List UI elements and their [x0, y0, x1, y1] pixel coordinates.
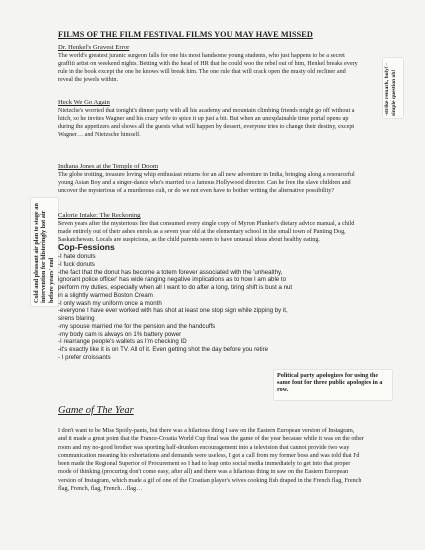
sticky-note-right: -strike remark, holy! -simple question oh!: [383, 58, 403, 118]
page-title: FILMS OF THE FILM FESTIVAL FILMS YOU MAY HAVE MISSED: [58, 30, 313, 39]
film-description: Seven years after the mysterious fire that consumed every single copy of Myron Plunker's dietary advice manual, a child made entirely out of their ashes enrols as a seven year old at the elementary school in the small town of Panting Dog, Saskatchewan. Locals are suspicious, as the child parents seem to have unusual ideas about healthy eating.: [58, 221, 355, 244]
copfession-line: -I hate donuts: [58, 253, 96, 260]
film-entry: [58, 99, 358, 139]
film-title: Indiana Jones at the Temple of Doom: [58, 163, 159, 170]
copfession-line: -I rearrange people's wallets as I'm checking ID: [58, 338, 187, 346]
copfession-line: in a slightly warmed Boston Cream: [58, 291, 153, 299]
copfession-line: sirens blaring: [58, 315, 95, 322]
copfession-line: - I prefer croissants: [58, 353, 111, 361]
copfession-line: -my spouse married me for the pension and the handcuffs: [58, 322, 216, 330]
sticky-note-left: Cold and pleasant air plan to stage an intervention for blisteringly hot air before years' end: [31, 198, 58, 306]
copfession-line: -I fuck donuts: [58, 260, 95, 268]
film-entry: [58, 44, 358, 84]
copfessions-title: Cop-Fessions: [58, 242, 115, 252]
copfession-line: -I only wash my uniform once a month: [58, 299, 162, 307]
film-title: Heck We Go Again: [58, 99, 110, 106]
copfession-line: -it's exactly like it is on TV. All of it. Even getting shot the day before you retire: [58, 346, 269, 353]
sticky-note-political: Political party apologizes for using the same font for three public apologies in a row.: [274, 370, 392, 400]
film-description: The globe trotting, treasure loving whip enthusiast returns for an all new adventure in India, bringing along a resourceful young Asian Boy and a singer-dance who's married to a famous Hollywood director. Can he free the slave children and uncover the mysterious of a murderous cult, or do we not even have to bother writing the alternative possibility?: [58, 172, 355, 195]
film-title: Calorie Intake: The Reckoning: [58, 212, 141, 219]
film-description: The world's greatest juranic surgeon falls for one his most handsome young students, who just happens to be a secret graffiti artist on weekend nights. Betting with the head of HR that he could woo the rebel out of him, Henkel breaks every rule in the book except the one he knows will break him. The one rule that will crack open the musty old recliner and reveal the jewels within.: [58, 53, 358, 84]
film-entry: [58, 163, 358, 195]
film-entry: [58, 212, 358, 244]
copfession-line: -everyone I have ever worked with has shot at least one stop sign while zipping by it,: [58, 307, 288, 315]
copfessions-section: [58, 242, 358, 362]
goty-title: Game of The Year: [58, 405, 134, 416]
copfession-line: -my body cam is always on 1% battery power: [58, 330, 182, 338]
film-title: Dr. Henkel's Gravest Error: [58, 44, 130, 51]
copfession-line: ignorant police officer' has wide ranging negative implications as to how I am able to: [58, 276, 287, 284]
film-description: Nietzche's worried that tonight's dinner party with all his academy and mountain climbing friends might go off without a hitch, so he invites Wagner and his crazy wife to spice it up just a bit. But when an unexplainable time portal opens up during the appetizers and shows all the guests what will happen by dessert, everyone tries to change their destiny, except Wagner… and Nietzsche himself.: [58, 108, 355, 139]
copfession-line: perform my duties, especially when all I want to do after a long, tiring shift is bust a nut: [58, 284, 293, 291]
goty-body: I don't want to be Miss Spoily-pants, but there was a hilarious thing I saw on the Eastern European version of Instagram, and it made a great point that the France-Croatia World Cup final was the game of the year because while it was on the other room and my no-good brother was sporting half-drunken encouragement into a television that cannot provide two way communication meaning his exhortations and demands were useless, I got a call from my former boss and was told that I'd been made the Regional Superior of Procurement so I had to leap onto social media immediately to get into that proper mode of thinking (procuring don't come easy, after all) and there was a hilarious thing in saw on the Eastern European version of Instagram, which made a gif of one of the Croatian player's wives cooking fish draped in the French flag, French flag, French, flag, French…flag…: [58, 428, 364, 493]
copfession-line: -the fact that the donut has become a totem forever associated with the 'unhealthy,: [58, 268, 283, 276]
